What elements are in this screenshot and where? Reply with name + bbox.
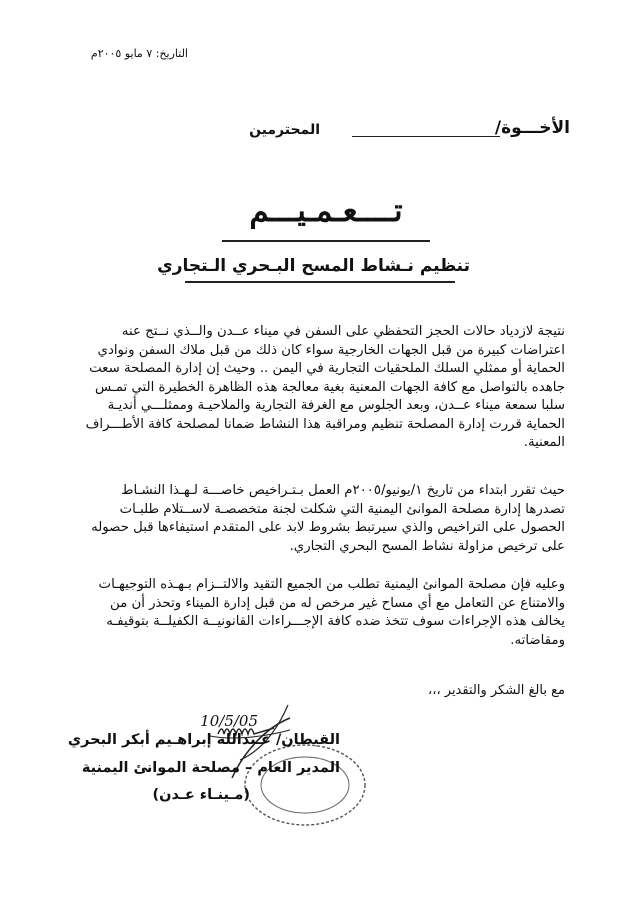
text-line: نتيجة لازدياد حالات الحجز التحفظي على السفن في ميناء عــدن والــذي نــتج عنه [121, 324, 565, 339]
paragraph-2 [65, 482, 565, 556]
circular-title: تــــعـمـيـــم [249, 193, 403, 229]
text-line: اعتراضات كبيرة من قبل الجهات الخارجية سواء كان ذلك من قبل ملاك السفن ونوادي [97, 342, 565, 358]
text-line: سلبا سمعة ميناء عــدن، وبعد الجلوس مع الغرفة التجارية والملاحيـة وممثلـــي أنديـة [107, 398, 565, 413]
location-paren-open: ( [243, 787, 250, 803]
text-line: الحماية أو ممثلي السلك الملحقيات التجارية في اليمن .. وحيث إن إدارة المصلحة سعت [89, 361, 565, 376]
addressee-blank-line [352, 136, 500, 137]
addressee-respected: المحترمين [249, 122, 320, 138]
paragraph-3 [65, 576, 565, 650]
addressee-label: الأخـــوة/ [494, 118, 570, 138]
signer-position: المدير العام – مصلحة الموانئ اليمنية [81, 760, 340, 776]
text-line: على ترخيص مزاولة نشاط المسح البحري التجاري. [289, 538, 565, 554]
text-line: والامتناع عن التعامل مع أي مساح غير مرخص له من قبل إدارة الميناء وتحذر أن من [109, 595, 565, 611]
text-line: حيث تقرر ابتداء من تاريخ ١/يونيو/٢٠٠٥م العمل بـتـراخيص خاصـــة لـهـذا النشـاط [121, 483, 565, 498]
signer-name: القبطان/ عـبدالله إبراهـيم أبكر البحري [67, 732, 340, 748]
text-line: ومقاضاته. [510, 632, 565, 648]
handwritten-date: 10/5/05 [200, 712, 258, 730]
closing-line: مع بالغ الشكر والتقدير ،،، [428, 683, 565, 698]
letter-date: التاريخ: ٧ مايو ٢٠٠٥م [90, 47, 188, 60]
addressee-line [80, 118, 570, 144]
subject-title: تنظيم نـشاط المسح البـحري الـتجاري [157, 256, 470, 276]
subject-underline [185, 281, 455, 283]
text-line: جاهده بالتواصل مع كافة الجهات المعنية بغية معالجة هذه الظاهرة الخطيرة التي تمـس [94, 379, 565, 395]
text-line: تصدرها إدارة مصلحة الموانئ اليمنية التي شكلت لجنة متخصصـة لاســتلام طلبـات [119, 501, 565, 517]
signer-location [152, 787, 250, 803]
paragraph-1 [65, 323, 565, 453]
location-paren-close: ) [152, 787, 160, 803]
circular-title-underline [222, 240, 430, 242]
text-line: المعنية. [523, 435, 565, 450]
text-line: يخالف هذه الإجراءات سوف تتخذ ضده كافة الإجـــراءات القانونيــة الكفيلــة بتوقيفـه [106, 614, 565, 629]
text-line: وعليه فإن مصلحة الموانئ اليمنية تطلب من الجميع التقيد والالتــزام بـهـذه التوجيهـات [98, 577, 565, 592]
text-line: الحماية قررت إدارة المصلحة تنظيم ومراقبة هذا النشاط ضمانا لمصلحة كافة الأطـــراف [85, 416, 565, 432]
text-line: الحصول على التراخيص والذي سيرتبط بشروط لابد على المتقدم استيفاءها قبل حصوله [91, 520, 565, 535]
official-stamp [240, 740, 370, 830]
location-text: مـينـاء عـدن [159, 787, 244, 803]
